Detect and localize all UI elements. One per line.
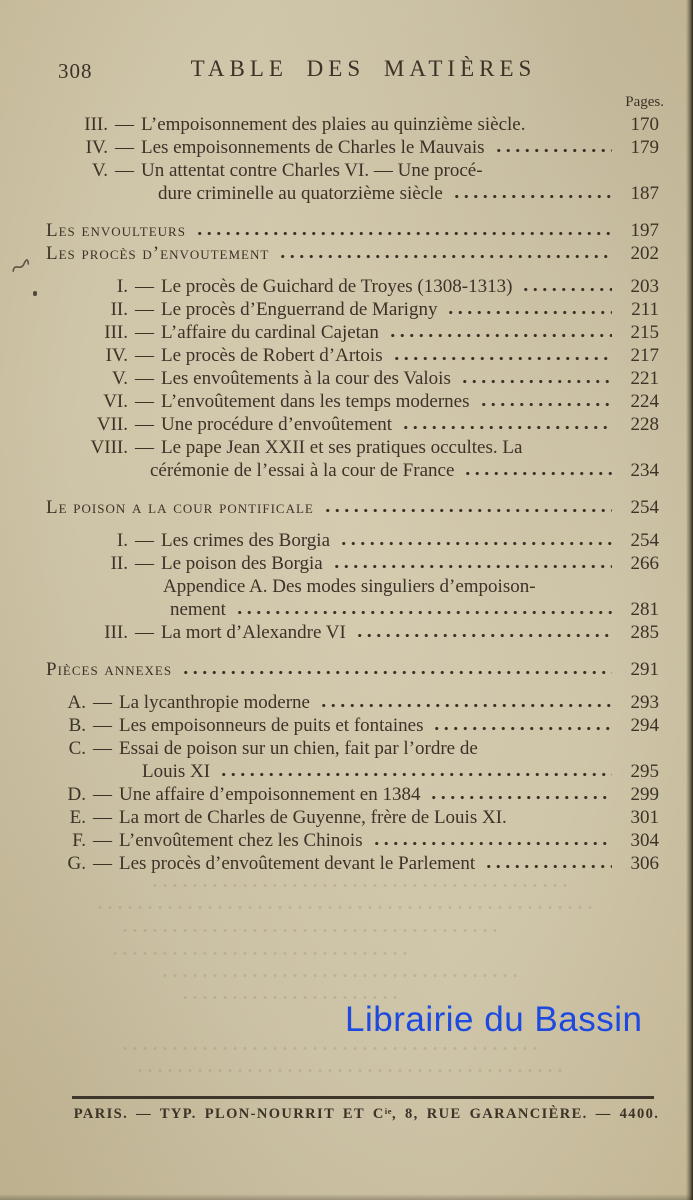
dot-leader [233, 610, 612, 615]
entry-page-number: 202 [630, 243, 659, 264]
entry-page-number: 266 [630, 553, 659, 574]
entry-page-number: 228 [630, 414, 659, 435]
entry-page-number: 294 [630, 715, 659, 736]
dash-separator: — [135, 530, 154, 551]
entry-title: Le procès de Robert d’Artois [161, 345, 383, 366]
toc-entry-row [46, 829, 659, 852]
entry-page-number: 217 [630, 345, 659, 366]
toc-heading-row [46, 219, 659, 242]
entry-title: dure criminelle au quatorzième siècle [158, 183, 443, 204]
toc-heading-row [46, 658, 659, 681]
dot-leader [532, 125, 612, 130]
dash-separator: — [115, 137, 134, 158]
dash-separator: — [93, 738, 112, 759]
dot-leader [276, 254, 612, 259]
entry-page-number: 170 [630, 114, 659, 135]
entry-title: L’envoûtement dans les temps modernes [161, 391, 470, 412]
page-header [46, 56, 659, 88]
pages-column-label: Pages. [625, 94, 664, 110]
dot-leader [390, 356, 612, 361]
imprint-superscript: ie [384, 1106, 392, 1117]
folio-number: 308 [58, 59, 93, 83]
dot-leader [370, 841, 612, 846]
entry-title: La mort de Charles de Guyenne, frère de Louis XI. [119, 807, 507, 828]
entry-page-number: 215 [630, 322, 659, 343]
entry-title: Les empoisonneurs de puits et fontaines [119, 715, 424, 736]
entry-title: L’empoisonnement des plaies au quinzième siècle. [141, 114, 526, 135]
toc-entry-row [46, 529, 659, 552]
entry-title: Les procès d’envoûtement devant le Parlement [119, 853, 476, 874]
toc-rows [46, 113, 659, 875]
entry-title: Louis XI [142, 761, 211, 782]
dash-separator: — [135, 391, 154, 412]
toc-entry-row [46, 806, 659, 829]
entry-page-number: 304 [630, 830, 659, 851]
entry-numeral: D. [67, 784, 86, 805]
entry-title: L’affaire du cardinal Cajetan [161, 322, 379, 343]
dash-separator: — [135, 368, 154, 389]
imprint-text: , 8, RUE GARANCIÈRE. — 4400. [391, 1106, 660, 1122]
dash-separator: — [93, 853, 112, 874]
toc-entry-row [46, 113, 659, 136]
entry-title: La lycanthropie moderne [119, 692, 310, 713]
ink-speck [33, 291, 37, 296]
toc-continuation-row [46, 575, 659, 598]
dot-leader [317, 703, 612, 708]
dash-separator: — [93, 715, 112, 736]
entry-numeral: II. [110, 553, 128, 574]
entry-numeral: F. [72, 830, 86, 851]
entry-title: Les empoisonnements de Charles le Mauvais [141, 137, 485, 158]
dot-leader [458, 379, 612, 384]
entry-numeral: III. [84, 114, 108, 135]
entry-title: Les crimes des Borgia [161, 530, 331, 551]
toc-entry-row [46, 321, 659, 344]
entry-numeral: IV. [105, 345, 128, 366]
table-of-contents [46, 56, 664, 875]
entry-page-number: 301 [630, 807, 659, 828]
toc-continuation-row [46, 598, 659, 621]
entry-page-number: 211 [631, 299, 659, 320]
entry-title: Le procès de Guichard de Troyes (1308-1313) [161, 276, 513, 297]
toc-continuation-row [46, 760, 659, 783]
entry-numeral: C. [68, 738, 86, 759]
entry-page-number: 306 [630, 853, 659, 874]
dash-separator: — [135, 276, 154, 297]
entry-title: Essai de poison sur un chien, fait par l’ordre de [119, 738, 478, 759]
dash-separator: — [135, 622, 154, 643]
show-through-dots [120, 928, 500, 933]
entry-numeral: B. [68, 715, 86, 736]
toc-entry-row [46, 621, 659, 644]
entry-numeral: VII. [96, 414, 128, 435]
toc-continuation-row [46, 459, 659, 482]
entry-page-number: 187 [630, 183, 659, 204]
toc-entry-row [46, 852, 659, 875]
dot-leader [430, 726, 612, 731]
show-through-dots [150, 883, 570, 888]
dash-separator: — [93, 807, 112, 828]
dot-leader [337, 541, 612, 546]
toc-entry-row [46, 344, 659, 367]
entry-title: Une procédure d’envoûtement [161, 414, 393, 435]
entry-title: L’envoûtement chez les Chinois [119, 830, 363, 851]
page-title: TABLE DES MATIÈRES [190, 56, 537, 81]
ink-squiggle-mark [9, 257, 34, 283]
show-through-dots [110, 951, 410, 956]
entry-title: Une affaire d’empoisonnement en 1384 [119, 784, 421, 805]
bookseller-watermark: Librairie du Bassin [345, 1000, 643, 1039]
entry-numeral: E. [69, 807, 86, 828]
entry-numeral: V. [111, 368, 128, 389]
dash-separator: — [135, 299, 154, 320]
toc-entry-row [46, 159, 659, 182]
dot-leader [399, 425, 612, 430]
dash-separator: — [93, 830, 112, 851]
dot-leader [477, 402, 612, 407]
entry-page-number: 234 [630, 460, 659, 481]
page-edge-shadow-bottom [0, 1194, 693, 1200]
toc-entry-row [46, 783, 659, 806]
dot-leader [519, 287, 612, 292]
entry-numeral: A. [67, 692, 86, 713]
entry-title: Un attentat contre Charles VI. — Une procé- [141, 160, 483, 181]
show-through-dots [135, 1068, 565, 1073]
section-heading: Les envoulteurs [46, 220, 186, 241]
entry-page-number: 254 [630, 497, 659, 518]
entry-page-number: 197 [630, 220, 659, 241]
show-through-dots [120, 1046, 540, 1051]
entry-title: Appendice A. Des modes singuliers d’empoison- [163, 576, 536, 597]
toc-heading-row [46, 496, 659, 519]
dash-separator: — [135, 437, 154, 458]
dot-leader [492, 148, 612, 153]
toc-entry-row [46, 298, 659, 321]
entry-title: Le pape Jean XXII et ses pratiques occultes. La [161, 437, 523, 458]
entry-page-number: 291 [630, 659, 659, 680]
entry-page-number: 299 [630, 784, 659, 805]
entry-numeral: III. [104, 322, 128, 343]
entry-numeral: II. [110, 299, 128, 320]
entry-page-number: 254 [630, 530, 659, 551]
entry-page-number: 285 [630, 622, 659, 643]
entry-page-number: 203 [630, 276, 659, 297]
dash-separator: — [93, 784, 112, 805]
entry-title: Le poison des Borgia [161, 553, 323, 574]
dot-leader [427, 795, 612, 800]
dot-leader [386, 333, 612, 338]
dot-leader [444, 310, 612, 315]
dash-separator: — [115, 160, 134, 181]
show-through-dots [160, 973, 520, 978]
dot-leader [482, 864, 612, 869]
entry-title: cérémonie de l’essai à la cour de France [150, 460, 455, 481]
toc-continuation-row [46, 182, 659, 205]
dot-leader [461, 471, 612, 476]
dot-leader [217, 772, 612, 777]
entry-page-number: 221 [630, 368, 659, 389]
page-edge-shadow-right [686, 0, 693, 1200]
toc-entry-row [46, 367, 659, 390]
entry-numeral: V. [91, 160, 108, 181]
toc-entry-row [46, 552, 659, 575]
dot-leader [450, 194, 612, 199]
dash-separator: — [135, 553, 154, 574]
entry-page-number: 224 [630, 391, 659, 412]
entry-page-number: 179 [630, 137, 659, 158]
dot-leader [193, 231, 612, 236]
toc-entry-row [46, 136, 659, 159]
entry-numeral: I. [116, 530, 128, 551]
section-heading: Les procès d’envoutement [46, 243, 270, 264]
toc-entry-row [46, 390, 659, 413]
dot-leader [321, 508, 612, 513]
dot-leader [353, 633, 612, 638]
entry-title: nement [170, 599, 226, 620]
entry-numeral: VI. [103, 391, 128, 412]
entry-numeral: G. [67, 853, 86, 874]
entry-numeral: I. [116, 276, 128, 297]
dash-separator: — [115, 114, 134, 135]
entry-page-number: 293 [630, 692, 659, 713]
entry-title: Le procès d’Enguerrand de Marigny [161, 299, 438, 320]
dot-leader [179, 670, 612, 675]
section-heading: Le poison a la cour pontificale [46, 497, 314, 518]
dash-separator: — [135, 345, 154, 366]
entry-title: Les envoûtements à la cour des Valois [161, 368, 451, 389]
entry-numeral: IV. [85, 137, 108, 158]
toc-entry-row [46, 714, 659, 737]
entry-page-number: 281 [630, 599, 659, 620]
toc-heading-row [46, 242, 659, 265]
toc-entry-row [46, 691, 659, 714]
dash-separator: — [93, 692, 112, 713]
section-heading: Pièces annexes [46, 659, 173, 680]
dash-separator: — [135, 414, 154, 435]
entry-page-number: 295 [630, 761, 659, 782]
toc-entry-row [46, 436, 659, 459]
toc-entry-row [46, 275, 659, 298]
footer-rule [72, 1096, 654, 1099]
dash-separator: — [135, 322, 154, 343]
dot-leader [514, 818, 612, 823]
entry-numeral: III. [104, 622, 128, 643]
entry-title: La mort d’Alexandre VI [161, 622, 346, 643]
show-through-dots [95, 905, 595, 910]
toc-entry-row [46, 413, 659, 436]
entry-numeral: VIII. [90, 437, 128, 458]
toc-entry-row [46, 737, 659, 760]
dot-leader [330, 564, 612, 569]
imprint-text: PARIS. — TYP. PLON-NOURRIT ET C [73, 1106, 385, 1122]
printer-imprint [40, 1106, 693, 1123]
